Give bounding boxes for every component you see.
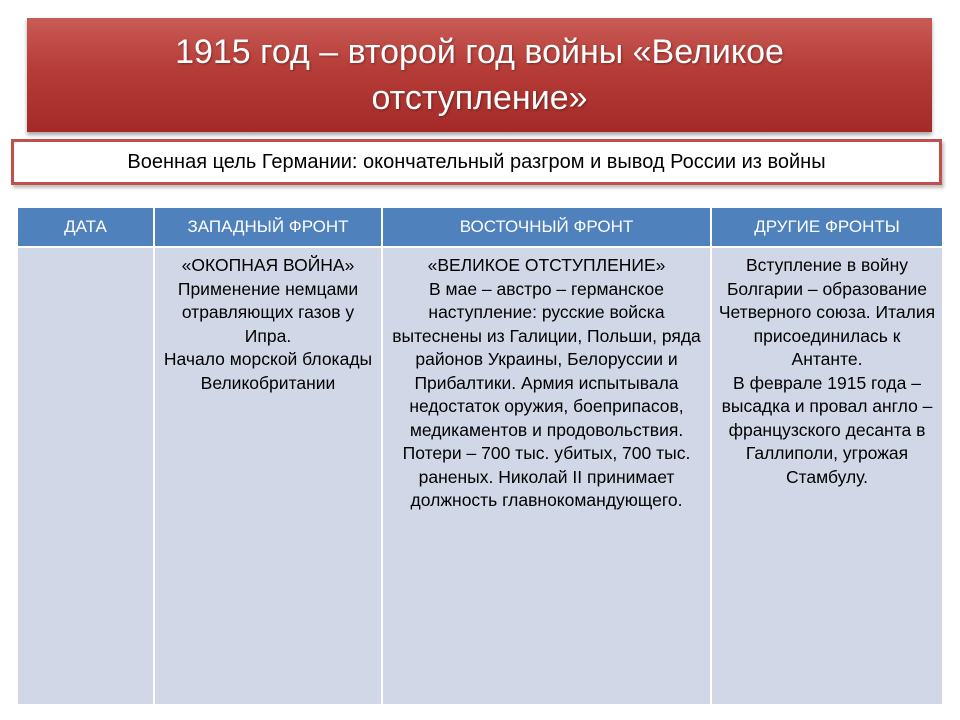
- header-date: ДАТА: [18, 208, 154, 247]
- western-text-2: Начало морской блокады Великобритании: [163, 349, 373, 393]
- table-header-row: [18, 208, 942, 247]
- header-western-front: ЗАПАДНЫЙ ФРОНТ: [154, 208, 382, 247]
- cell-date: [18, 247, 154, 704]
- cell-other-fronts: [711, 247, 942, 704]
- goal-text: Военная цель Германии: окончательный разгром и вывод России из войны: [127, 150, 826, 173]
- header-eastern-front: ВОСТОЧНЫЙ ФРОНТ: [382, 208, 711, 247]
- cell-eastern-front: [382, 247, 711, 704]
- events-table: [18, 208, 942, 704]
- goal-box: [11, 139, 942, 185]
- western-text-1: Применение немцами отравляющих газов у Ипра.: [177, 278, 359, 346]
- title-banner: [27, 18, 932, 132]
- eastern-text: В мае – австро – германское наступление: русские войска вытеснены из Галиции, Польши, ряда районов Украины, Белоруссии и Прибалтики. Армия испытывала недостаток оружия, боеприпасов, медикаментов и продовольствия. Потери – 700 тыс. убитых, 700 тыс. раненых. Николай II принимает должность главнокомандующего.: [392, 278, 701, 510]
- western-heading: «ОКОПНАЯ ВОЙНА»: [181, 255, 355, 275]
- table-row: [18, 247, 942, 704]
- header-other-fronts: ДРУГИЕ ФРОНТЫ: [711, 208, 942, 247]
- page-title: 1915 год – второй год войны «Великое отступление»: [175, 33, 784, 117]
- other-text-1: Вступление в войну Болгарии – образование Четверного союза. Италия присоединилась к Антанте.: [718, 255, 936, 369]
- other-text-2: В феврале 1915 года – высадка и провал англо – французского десанта в Галлиполи, угрожая Стамбулу.: [721, 372, 933, 487]
- eastern-heading: «ВЕЛИКОЕ ОТСТУПЛЕНИЕ»: [427, 255, 666, 275]
- cell-western-front: [154, 247, 382, 704]
- events-table-wrapper: [18, 208, 942, 704]
